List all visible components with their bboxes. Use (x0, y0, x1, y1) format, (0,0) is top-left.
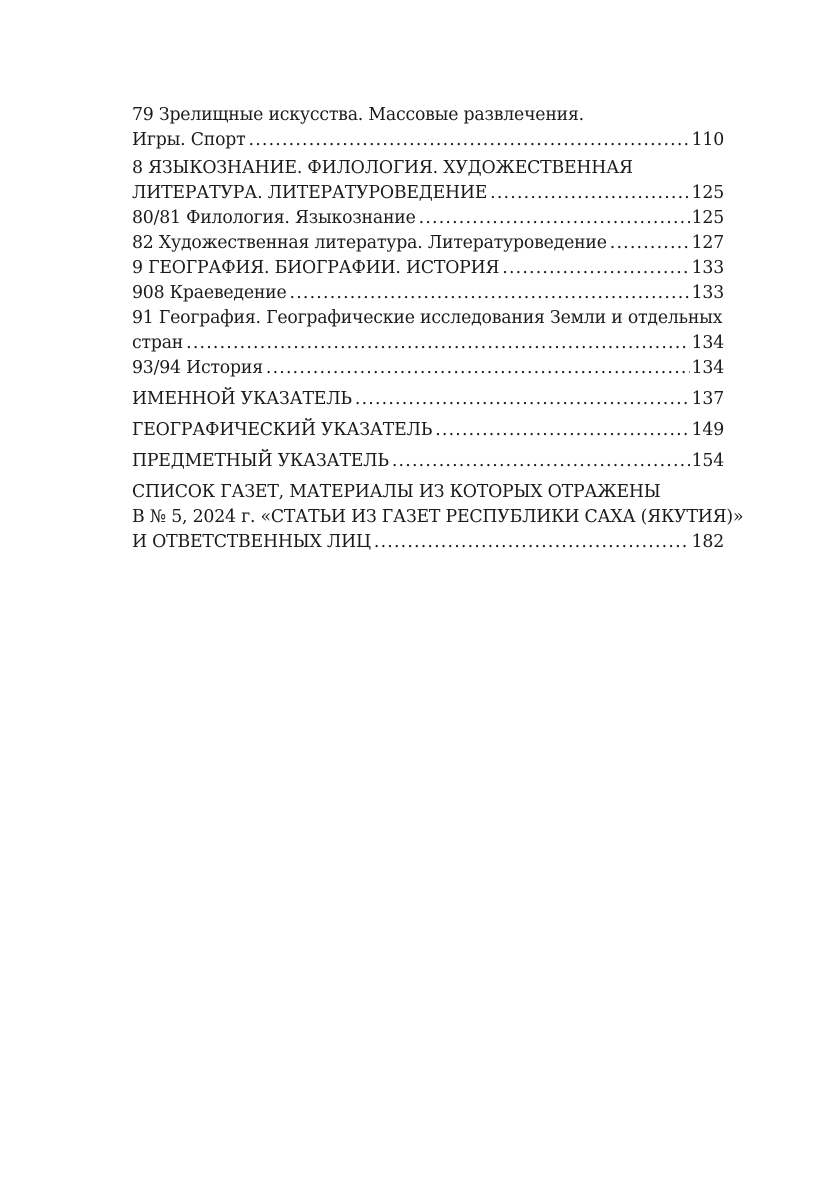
toc-entry-leader-line (132, 256, 724, 281)
toc-entry-leader-line (132, 418, 724, 443)
toc-entry-line: 91 География. Географические исследования Земли и отдельных (132, 308, 723, 328)
toc-entry-title: И ОТВЕТСТВЕННЫХ ЛИЦ (132, 532, 371, 552)
toc-entry-title: 93/94 История (132, 358, 263, 378)
toc-entry-leader-line (132, 181, 724, 206)
dot-leader (419, 206, 690, 231)
dot-leader (502, 256, 689, 281)
toc-entry (132, 281, 724, 306)
toc-entry-title: Игры. Спорт (132, 130, 246, 150)
dot-leader (392, 449, 690, 474)
toc-entry-leader-line (132, 128, 724, 153)
toc-page-number: 154 (691, 451, 724, 471)
dot-leader (374, 530, 690, 555)
toc-entry-title: ИМЕННОЙ УКАЗАТЕЛЬ (132, 389, 352, 409)
toc-entry-leader-line (132, 530, 724, 555)
dot-leader (290, 281, 690, 306)
toc-page-number: 127 (691, 233, 724, 253)
toc-entry-title: ГЕОГРАФИЧЕСКИЙ УКАЗАТЕЛЬ (132, 420, 433, 440)
toc-entry-title: ПРЕДМЕТНЫЙ УКАЗАТЕЛЬ (132, 451, 389, 471)
toc-entry (132, 103, 724, 153)
toc-entry (132, 156, 724, 206)
toc-entry (132, 306, 724, 356)
toc-entry (132, 449, 724, 474)
toc-entry (132, 480, 744, 555)
toc-entry (132, 231, 724, 256)
toc-page-number: 134 (691, 333, 724, 353)
toc-entry-leader-line (132, 231, 724, 256)
toc-entry-leader-line (132, 331, 724, 356)
toc-entry-title: 9 ГЕОГРАФИЯ. БИОГРАФИИ. ИСТОРИЯ (132, 258, 500, 278)
dot-leader (435, 418, 689, 443)
toc-entry-title: ЛИТЕРАТУРА. ЛИТЕРАТУРОВЕДЕНИЕ (132, 183, 488, 203)
toc-entry (132, 418, 724, 443)
toc-entry-title: стран (132, 333, 184, 353)
toc-page-number: 149 (691, 420, 724, 440)
dot-leader (355, 387, 690, 412)
dot-leader (610, 231, 690, 256)
toc-entry-title: 908 Краеведение (132, 283, 287, 303)
toc-entry-line: 8 ЯЗЫКОЗНАНИЕ. ФИЛОЛОГИЯ. ХУДОЖЕСТВЕННАЯ (132, 158, 633, 178)
toc-entry-title: 82 Художественная литература. Литературоведение (132, 233, 607, 253)
toc-page-number: 182 (691, 532, 724, 552)
dot-leader (186, 331, 689, 356)
toc-page-number: 133 (691, 258, 724, 278)
toc-entry (132, 206, 724, 231)
toc-entry (132, 356, 724, 381)
toc-entry-leader-line (132, 387, 724, 412)
toc-entry-line: СПИСОК ГАЗЕТ, МАТЕРИАЛЫ ИЗ КОТОРЫХ ОТРАЖЕНЫ (132, 482, 661, 502)
toc-entry-title: 80/81 Филология. Языкознание (132, 208, 416, 228)
toc-entry-leader-line (132, 206, 724, 231)
toc-entry (132, 387, 724, 412)
toc-page-number: 125 (691, 208, 724, 228)
toc-page-number: 125 (691, 183, 724, 203)
toc-entry-leader-line (132, 356, 724, 381)
toc-page-number: 134 (691, 358, 724, 378)
toc-entry-line: В № 5, 2024 г. «СТАТЬИ ИЗ ГАЗЕТ РЕСПУБЛИКИ САХА (ЯКУТИЯ)» (132, 507, 744, 527)
toc-entry-leader-line (132, 449, 724, 474)
dot-leader (249, 128, 690, 153)
toc-page-number: 137 (691, 389, 724, 409)
toc-page-number: 110 (691, 130, 724, 150)
toc-entry-line: 79 Зрелищные искусства. Массовые развлечения. (132, 105, 584, 125)
toc-entry (132, 256, 724, 281)
dot-leader (266, 356, 690, 381)
toc-entry-leader-line (132, 281, 724, 306)
toc-page-number: 133 (691, 283, 724, 303)
table-of-contents (132, 103, 744, 555)
dot-leader (490, 181, 689, 206)
